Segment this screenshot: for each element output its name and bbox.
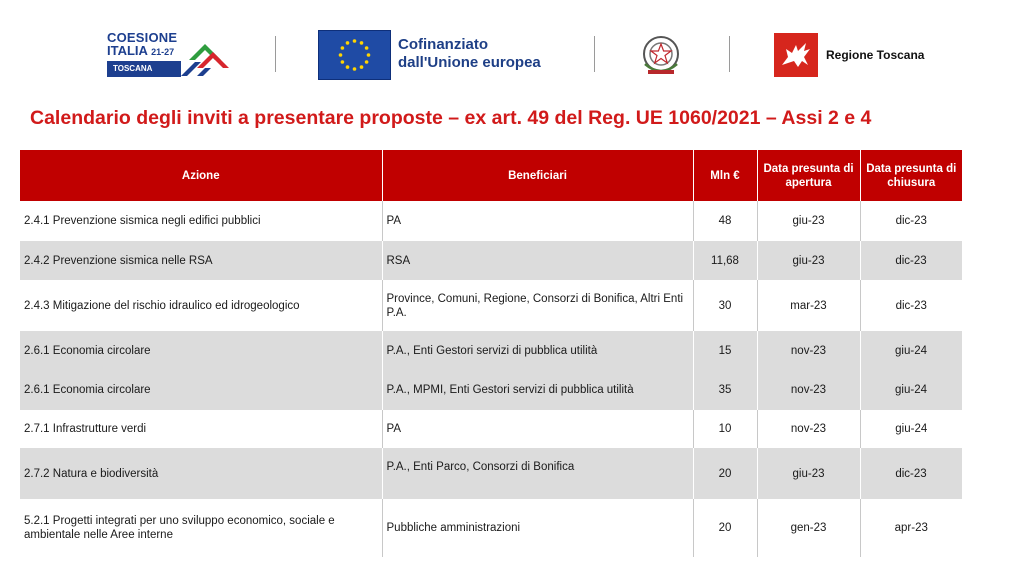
cell-azione: 2.4.3 Mitigazione del rischio idraulico ed idrogeologico <box>20 280 382 331</box>
eu-line2: dall'Unione europea <box>398 54 541 71</box>
cell-beneficiari: Pubbliche amministrazioni <box>382 499 693 557</box>
eu-line1: Cofinanziato <box>398 36 488 53</box>
cell-azione: 2.6.1 Economia circolare <box>20 370 382 410</box>
cell-azione: 2.6.1 Economia circolare <box>20 331 382 370</box>
cell-chiusura: giu-24 <box>860 331 962 370</box>
coesione-badge: TOSCANA <box>107 61 181 77</box>
coesione-arrows-icon <box>175 38 231 78</box>
logo-separator <box>275 36 276 72</box>
table-row <box>20 241 962 280</box>
table-row <box>20 280 962 331</box>
cell-beneficiari: PA <box>382 201 693 241</box>
cell-apertura: nov-23 <box>757 410 860 448</box>
cell-azione: 2.4.2 Prevenzione sismica nelle RSA <box>20 241 382 280</box>
cell-apertura: giu-23 <box>757 201 860 241</box>
cell-beneficiari: P.A., MPMI, Enti Gestori servizi di pubblica utilità <box>382 370 693 410</box>
cell-apertura: giu-23 <box>757 448 860 499</box>
cell-apertura: nov-23 <box>757 370 860 410</box>
italian-republic-emblem-icon <box>636 30 686 80</box>
header-beneficiari: Beneficiari <box>382 150 693 201</box>
cell-mln: 11,68 <box>693 241 757 280</box>
page-title: Calendario degli inviti a presentare proposte – ex art. 49 del Reg. UE 1060/2021 – Assi 2 e 4 <box>30 107 872 129</box>
cell-chiusura: dic-23 <box>860 448 962 499</box>
coesione-years: 21-27 <box>151 47 175 57</box>
cell-apertura: gen-23 <box>757 499 860 557</box>
cell-chiusura: dic-23 <box>860 241 962 280</box>
cell-azione: 2.7.1 Infrastrutture verdi <box>20 410 382 448</box>
cell-azione: 2.4.1 Prevenzione sismica negli edifici pubblici <box>20 201 382 241</box>
calendar-table <box>20 150 963 557</box>
header-azione: Azione <box>20 150 382 201</box>
cell-azione: 5.2.1 Progetti integrati per uno sviluppo economico, sociale e ambientale nelle Aree interne <box>20 499 382 557</box>
cell-apertura: nov-23 <box>757 331 860 370</box>
table-row <box>20 410 962 448</box>
cell-apertura: giu-23 <box>757 241 860 280</box>
logo-bar <box>0 0 1024 98</box>
table-row <box>20 201 962 241</box>
header-chiusura-line2: chiusura <box>887 176 936 189</box>
coesione-line2 <box>107 43 174 58</box>
cell-beneficiari: RSA <box>382 241 693 280</box>
cell-mln: 35 <box>693 370 757 410</box>
cell-mln: 10 <box>693 410 757 448</box>
pegasus-icon <box>774 33 818 77</box>
coesione-italia-text: ITALIA <box>107 43 148 58</box>
toscana-label: Regione Toscana <box>826 48 925 62</box>
cell-chiusura: dic-23 <box>860 280 962 331</box>
cell-mln: 15 <box>693 331 757 370</box>
regione-toscana-logo <box>774 33 954 77</box>
cell-chiusura: dic-23 <box>860 201 962 241</box>
cell-beneficiari: Province, Comuni, Regione, Consorzi di Bonifica, Altri Enti P.A. <box>382 280 693 331</box>
cell-chiusura: apr-23 <box>860 499 962 557</box>
table-row <box>20 370 962 410</box>
cell-chiusura: giu-24 <box>860 370 962 410</box>
header-apertura-line2: apertura <box>785 176 832 189</box>
table-row <box>20 331 962 370</box>
cell-mln: 30 <box>693 280 757 331</box>
cell-beneficiari: P.A., Enti Gestori servizi di pubblica utilità <box>382 331 693 370</box>
coesione-line1: COESIONE <box>107 30 178 45</box>
cell-chiusura: giu-24 <box>860 410 962 448</box>
header-chiusura <box>860 150 962 201</box>
cell-apertura: mar-23 <box>757 280 860 331</box>
cell-mln: 20 <box>693 448 757 499</box>
table-row <box>20 499 962 557</box>
header-apertura-line1: Data presunta di <box>763 162 854 175</box>
cell-mln: 48 <box>693 201 757 241</box>
header-mln: Mln € <box>693 150 757 201</box>
eu-text <box>398 36 541 72</box>
cell-azione: 2.7.2 Natura e biodiversità <box>20 448 382 499</box>
cell-beneficiari: P.A., Enti Parco, Consorzi di Bonifica <box>382 448 693 499</box>
eu-cofinanced-logo <box>318 30 558 80</box>
logo-separator <box>729 36 730 72</box>
eu-flag-icon <box>318 30 391 80</box>
table-row <box>20 448 962 499</box>
cell-mln: 20 <box>693 499 757 557</box>
header-chiusura-line1: Data presunta di <box>866 162 957 175</box>
cell-beneficiari: PA <box>382 410 693 448</box>
table-header-row <box>20 150 962 201</box>
header-apertura <box>757 150 860 201</box>
coesione-italia-logo <box>105 30 235 80</box>
logo-separator <box>594 36 595 72</box>
